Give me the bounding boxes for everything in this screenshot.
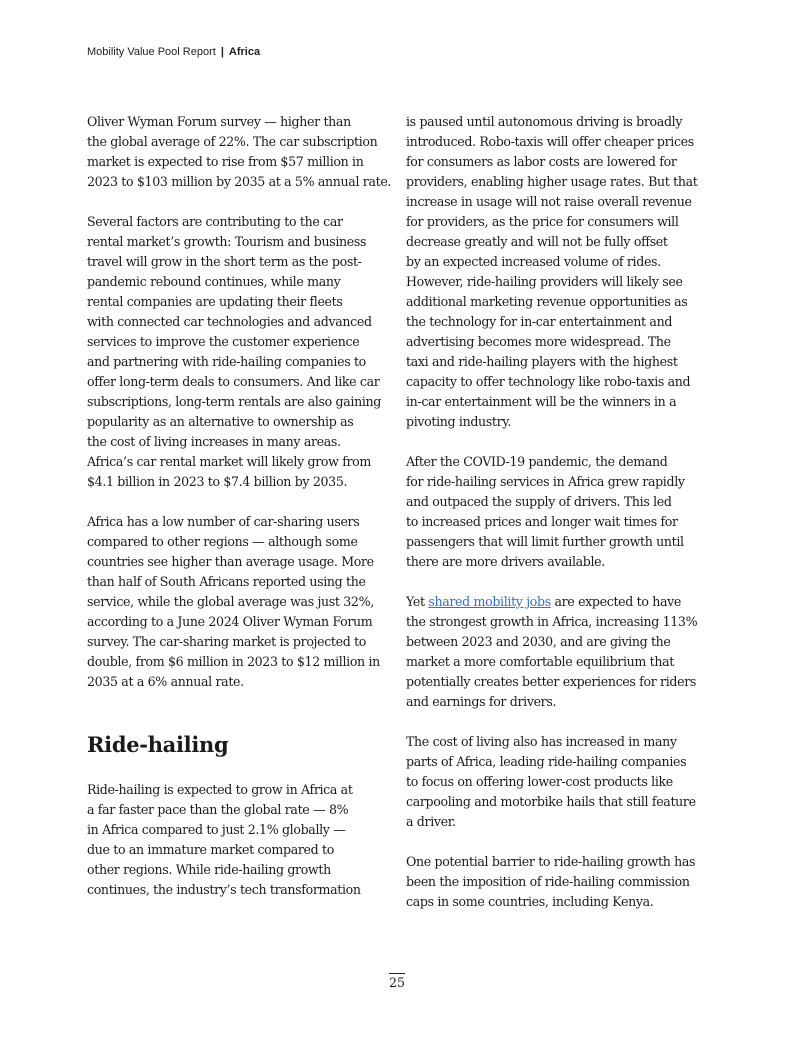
paragraph: One potential barrier to ride-hailing growth has been the imposition of ride-hailing commission caps in some countries, including Kenya. bbox=[406, 854, 696, 909]
right-column bbox=[406, 112, 716, 932]
paragraph: Ride-hailing is expected to grow in Africa at a far faster pace than the global rate — 8% in Africa compared to just 2.1% globally — due to an immature market compared to other regions. While ride-hailing growth continues, the industry’s tech transformation bbox=[87, 782, 361, 897]
header-separator: | bbox=[220, 46, 224, 58]
text: are expected to have the strongest growth in Africa, increasing 113% between 2023 and 2030, and are giving the market a more comfortable equilibrium that potentially creates better experiences for riders and earnings for drivers. bbox=[406, 594, 698, 709]
report-title: Mobility Value Pool Report bbox=[87, 46, 216, 58]
left-column bbox=[87, 112, 397, 920]
section-heading: Ride-hailing bbox=[87, 732, 229, 757]
paragraph bbox=[406, 592, 716, 712]
running-header bbox=[87, 46, 260, 58]
paragraph: The cost of living also has increased in many parts of Africa, leading ride-hailing companies to focus on offering lower-cost products like carpooling and motorbike hails that still feature a driver. bbox=[406, 734, 696, 829]
shared-mobility-jobs-link[interactable]: shared mobility jobs bbox=[428, 594, 551, 609]
paragraph: Oliver Wyman Forum survey — higher than the global average of 22%. The car subscription market is expected to rise from $57 million in 2023 to $103 million by 2035 at a 5% annual rate. bbox=[87, 114, 392, 189]
paragraph: is paused until autonomous driving is broadly introduced. Robo-taxis will offer cheaper prices for consumers as labor costs are lowered for providers, enabling higher usage rates. But that increase in usage will not raise overall revenue for providers, as the price for consumers will decrease greatly and will not be fully offset by an expected increased volume of rides. However, ride-hailing providers will likely see additional marketing revenue opportunities as the technology for in-car entertainment and advertising becomes more widespread. The taxi and ride-hailing players with the highest capacity to offer technology like robo-taxis and in-car entertainment will be the winners in a pivoting industry. bbox=[406, 114, 698, 429]
page-number: 25 bbox=[389, 975, 406, 990]
region-label: Africa bbox=[228, 46, 261, 58]
paragraph: Africa has a low number of car-sharing users compared to other regions — although some countries see higher than average usage. More than half of South Africans reported using the service, while the global average was just 32%, according to a June 2024 Oliver Wyman Forum survey. The car-sharing market is projected to double, from $6 million in 2023 to $12 million in 2035 at a 6% annual rate. bbox=[87, 514, 380, 689]
paragraph: After the COVID-19 pandemic, the demand for ride-hailing services in Africa grew rapidly and outpaced the supply of drivers. This led to increased prices and longer wait times for passengers that will limit further growth until there are more drivers available. bbox=[406, 454, 685, 569]
text: Yet bbox=[406, 594, 429, 609]
paragraph: Several factors are contributing to the car rental market’s growth: Tourism and business travel will grow in the short term as the post- pandemic rebound continues, while many rental companies are updating their fleets with connected car technologies and advanced services to improve the customer experience and partnering with ride-hailing companies to offer long-term deals to consumers. And like car subscriptions, long-term rentals are also gaining popularity as an alternative to ownership as the cost of living increases in many areas. Africa’s car rental market will likely grow from $4.1 billion in 2023 to $7.4 billion by 2035. bbox=[87, 214, 382, 489]
